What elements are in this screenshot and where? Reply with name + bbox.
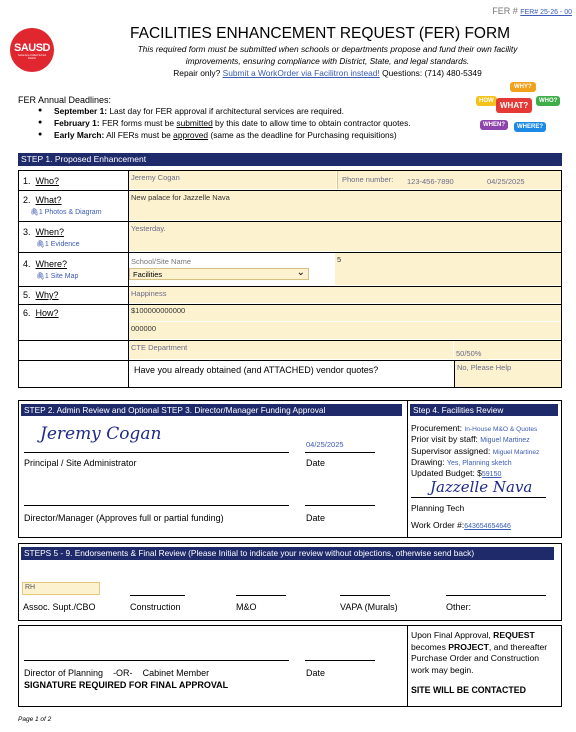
how-field-2[interactable]: 000000 bbox=[129, 322, 561, 339]
director-planning-row: Director of Planning -OR- Cabinet Member bbox=[24, 668, 210, 678]
principal-date-field[interactable]: 04/25/2025 bbox=[306, 440, 344, 449]
construction-label: Construction bbox=[130, 602, 181, 612]
paperclip-icon: 🖇 bbox=[36, 241, 45, 248]
supervisor-field[interactable]: Miguel Martinez bbox=[492, 449, 540, 456]
bubble-where: WHERE? bbox=[514, 122, 546, 132]
when-label: 3. When? bbox=[23, 227, 65, 237]
why-field[interactable]: Happiness bbox=[129, 287, 561, 303]
page-title: FACILITIES ENHANCEMENT REQUEST (FER) FORM bbox=[130, 25, 511, 42]
facilitron-link[interactable]: Submit a WorkOrder via Facilitron instead! bbox=[222, 68, 380, 78]
who-label: 1. Who? bbox=[23, 176, 60, 186]
department-field[interactable]: CTE Department bbox=[129, 341, 453, 359]
drawing-field[interactable]: Yes, Planning sketch bbox=[446, 460, 512, 467]
phone-field[interactable]: 123-456-7890 bbox=[403, 171, 483, 189]
why-label: 5. Why? bbox=[23, 290, 59, 300]
site-contacted-note: SITE WILL BE CONTACTED bbox=[411, 685, 527, 695]
bubble-when: WHEN? bbox=[480, 120, 508, 130]
steps5-header: STEPS 5 - 9. Endorsements & Final Review (Please Initial to indicate your review without objections, otherwise send back) bbox=[21, 547, 554, 560]
budget-row: Updated Budget: $59150 bbox=[411, 468, 502, 478]
principal-signature[interactable]: Jeremy Cogan bbox=[40, 424, 162, 444]
final-approval-note: Upon Final Approval, REQUEST becomes PROJECT, and thereafter Purchase Order and Construction work may begin. bbox=[411, 630, 548, 675]
principal-label: Principal / Site Administrator bbox=[24, 458, 137, 468]
room-field[interactable]: 5 bbox=[335, 253, 561, 285]
prior-visit-row: Prior visit by staff: Miguel Martinez bbox=[411, 434, 530, 444]
drawing-row: Drawing: Yes, Planning sketch bbox=[411, 457, 512, 467]
budget-field[interactable]: 59150 bbox=[481, 471, 502, 478]
logo-text: SAUSD bbox=[13, 42, 50, 54]
work-order-field[interactable]: 643654654646 bbox=[464, 523, 511, 530]
director-date-label: Date bbox=[306, 513, 326, 523]
what-field[interactable]: New palace for Jazzelle Nava bbox=[129, 191, 561, 220]
when-field[interactable]: Yesterday. bbox=[129, 222, 561, 251]
repair-line bbox=[100, 68, 555, 78]
fer-prefix: FER # bbox=[492, 6, 518, 16]
evidence-link[interactable]: 🖇1 Evidence bbox=[36, 241, 80, 248]
vendor-quotes-answer[interactable]: No, Please Help bbox=[454, 361, 561, 387]
principal-date-label: Date bbox=[306, 458, 326, 468]
assoc-supt-label: Assoc. Supt./CBO bbox=[23, 602, 96, 612]
director-label: Director/Manager (Approves full or partial funding) bbox=[24, 513, 224, 523]
bubble-who: WHO? bbox=[536, 96, 560, 106]
bubble-how: HOW bbox=[476, 96, 497, 106]
procurement-row: Procurement: In-House M&O & Quotes bbox=[411, 423, 538, 433]
final-date-label: Date bbox=[306, 668, 326, 678]
paperclip-icon: 🖇 bbox=[30, 209, 39, 216]
who-date-field[interactable]: 04/25/2025 bbox=[483, 171, 561, 189]
vapa-label: VAPA (Murals) bbox=[340, 602, 398, 612]
question-bubbles-graphic bbox=[474, 80, 566, 148]
page-number: Page 1 of 2 bbox=[18, 716, 52, 723]
prior-visit-field[interactable]: Miguel Martinez bbox=[480, 437, 530, 444]
work-order-row: Work Order #:643654654646 bbox=[411, 520, 511, 530]
intro-line-1: This required form must be submitted when schools or departments propose and fund their own facility bbox=[137, 44, 518, 54]
step1-header: STEP 1. Proposed Enhancement bbox=[18, 153, 562, 166]
sausd-logo bbox=[10, 28, 54, 72]
questions-phone: Questions: (714) 480-5349 bbox=[382, 68, 482, 78]
mo-label: M&O bbox=[236, 602, 257, 612]
site-name-label: School/Site Name bbox=[131, 257, 192, 266]
procurement-field[interactable]: In-House M&O & Quotes bbox=[464, 426, 538, 433]
bubble-what: WHAT? bbox=[496, 98, 532, 113]
who-field[interactable]: Jeremy Cogan bbox=[129, 171, 336, 189]
where-label: 4. Where? bbox=[23, 259, 68, 269]
deadline-item: ● February 1: FER forms must be submitted by this date to allow time to obtain contractor quotes. bbox=[54, 118, 411, 128]
what-label: 2. What? bbox=[23, 195, 62, 205]
fer-number-field[interactable]: FER# 25-26 - 00 bbox=[520, 9, 572, 16]
step2-header: STEP 2. Admin Review and Optional STEP 3. Director/Manager Funding Approval bbox=[21, 404, 402, 416]
paperclip-icon: 🖇 bbox=[36, 273, 45, 280]
site-map-link[interactable]: 🖇1 Site Map bbox=[36, 273, 79, 280]
deadlines-heading: FER Annual Deadlines: bbox=[18, 95, 112, 105]
deadline-item: ● Early March: All FERs must be approved (same as the deadline for Purchasing requisitions) bbox=[54, 130, 397, 140]
deadline-item: ● September 1: Last day for FER approval if architectural services are required. bbox=[54, 106, 344, 116]
vendor-quotes-question: Have you already obtained (and ATTACHED) vendor quotes? bbox=[134, 365, 379, 375]
how-field[interactable]: $100000000000 bbox=[129, 305, 561, 321]
split-field[interactable]: 50/50% bbox=[454, 341, 561, 359]
phone-label: Phone number: bbox=[337, 171, 403, 189]
planning-tech-label: Planning Tech bbox=[411, 503, 465, 513]
repair-label: Repair only? bbox=[173, 68, 221, 78]
site-select-value: Facilities bbox=[133, 270, 163, 279]
signature-required-note: SIGNATURE REQUIRED FOR FINAL APPROVAL bbox=[24, 680, 229, 690]
logo-subtext: Santa Ana Unified School District bbox=[17, 54, 47, 60]
chevron-down-icon: ⌄ bbox=[296, 267, 305, 278]
planning-tech-signature[interactable]: Jazzelle Nava bbox=[430, 478, 533, 496]
initial-field[interactable]: RH bbox=[22, 582, 100, 595]
photos-diagram-link[interactable]: 🖇1 Photos & Diagram bbox=[30, 209, 102, 216]
fer-number-area bbox=[492, 6, 572, 16]
supervisor-row: Supervisor assigned: Miguel Martinez bbox=[411, 446, 540, 456]
other-label: Other: bbox=[446, 602, 472, 612]
bubble-why: WHY? bbox=[510, 82, 536, 92]
site-select[interactable] bbox=[129, 268, 309, 280]
intro-line-2: improvements, ensuring compliance with District, State, and legal standards. bbox=[185, 56, 470, 66]
how-label: 6. How? bbox=[23, 308, 59, 318]
step4-header: Step 4. Facilities Review bbox=[410, 404, 558, 416]
